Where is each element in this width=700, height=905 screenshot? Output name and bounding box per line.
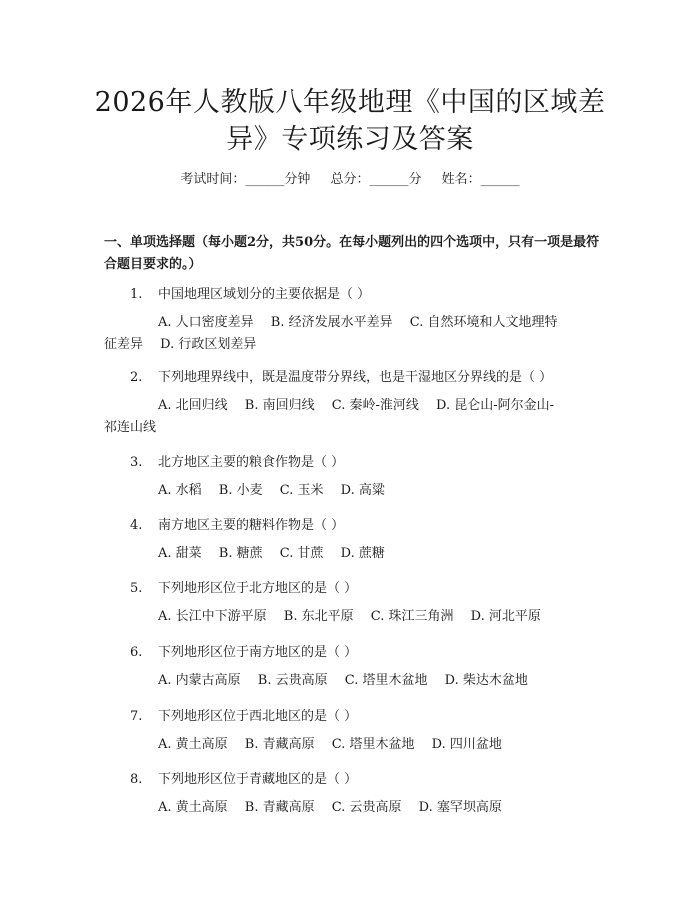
options-line: 征差异 D. 行政区划差异	[104, 337, 257, 352]
exam-info-row	[0, 168, 700, 187]
question-text: 下列地形区位于北方地区的是（ ）	[158, 581, 358, 596]
question-stem	[130, 366, 552, 385]
question-options	[104, 606, 604, 628]
options-line: A. 人口密度差异 B. 经济发展水平差异 C. 自然环境和人文地理特	[158, 315, 558, 330]
document-title-line-2: 异》专项练习及答案	[226, 124, 474, 155]
question-number: 3.	[130, 455, 143, 470]
document-title-line-1: 2026年人教版八年级地理《中国的区域差	[94, 87, 606, 118]
question-stem	[130, 705, 357, 724]
question-text: 中国地理区域划分的主要依据是（ ）	[158, 287, 371, 302]
question-options	[104, 734, 604, 756]
question-number: 5.	[130, 581, 143, 596]
question-number: 1.	[130, 287, 143, 302]
question-stem	[130, 768, 357, 787]
options-line: A. 长江中下游平原 B. 东北平原 C. 珠江三角洲 D. 河北平原	[158, 609, 541, 624]
question-number: 2.	[130, 370, 143, 385]
question-text: 北方地区主要的粮食作物是（ ）	[158, 455, 345, 470]
question-options	[104, 797, 604, 819]
question-options	[104, 312, 604, 356]
question-text: 下列地理界线中，既是温度带分界线，也是干湿地区分界线的是（ ）	[158, 370, 553, 385]
options-line: A. 内蒙古高原 B. 云贵高原 C. 塔里木盆地 D. 柴达木盆地	[158, 673, 528, 688]
options-line: A. 水稻 B. 小麦 C. 玉米 D. 高粱	[158, 483, 385, 498]
question-text: 下列地形区位于南方地区的是（ ）	[158, 645, 358, 660]
question-text: 南方地区主要的糖料作物是（ ）	[158, 518, 345, 533]
options-line: A. 北回归线 B. 南回归线 C. 秦岭-淮河线 D. 昆仑山-阿尔金山-	[158, 398, 555, 413]
question-options	[104, 480, 604, 502]
question-stem	[130, 283, 370, 302]
options-line: 祁连山线	[104, 420, 157, 435]
question-text: 下列地形区位于西北地区的是（ ）	[158, 709, 358, 724]
question-number: 8.	[130, 772, 143, 787]
question-options	[104, 543, 604, 565]
question-stem	[130, 577, 357, 596]
question-text: 下列地形区位于青藏地区的是（ ）	[158, 772, 358, 787]
options-line: A. 甜菜 B. 糖蔗 C. 甘蔗 D. 蔗糖	[158, 546, 385, 561]
question-number: 7.	[130, 709, 143, 724]
name-field: 姓名：______	[441, 172, 520, 187]
question-number: 6.	[130, 645, 143, 660]
question-stem	[130, 514, 344, 533]
question-stem	[130, 641, 357, 660]
exam-time-field: 考试时间：______分钟	[180, 172, 311, 187]
options-line: A. 黄土高原 B. 青藏高原 C. 塔里木盆地 D. 四川盆地	[158, 737, 502, 752]
options-line: A. 黄土高原 B. 青藏高原 C. 云贵高原 D. 塞罕坝高原	[158, 800, 502, 815]
section-heading: 一、单项选择题（每小题2分，共50分。在每小题列出的四个选项中，只有一项是最符合题目要求的。）	[104, 235, 600, 272]
total-score-field: 总分：______分	[330, 172, 422, 187]
question-options	[104, 670, 604, 692]
question-number: 4.	[130, 518, 143, 533]
question-options	[104, 395, 604, 439]
question-stem	[130, 451, 344, 470]
